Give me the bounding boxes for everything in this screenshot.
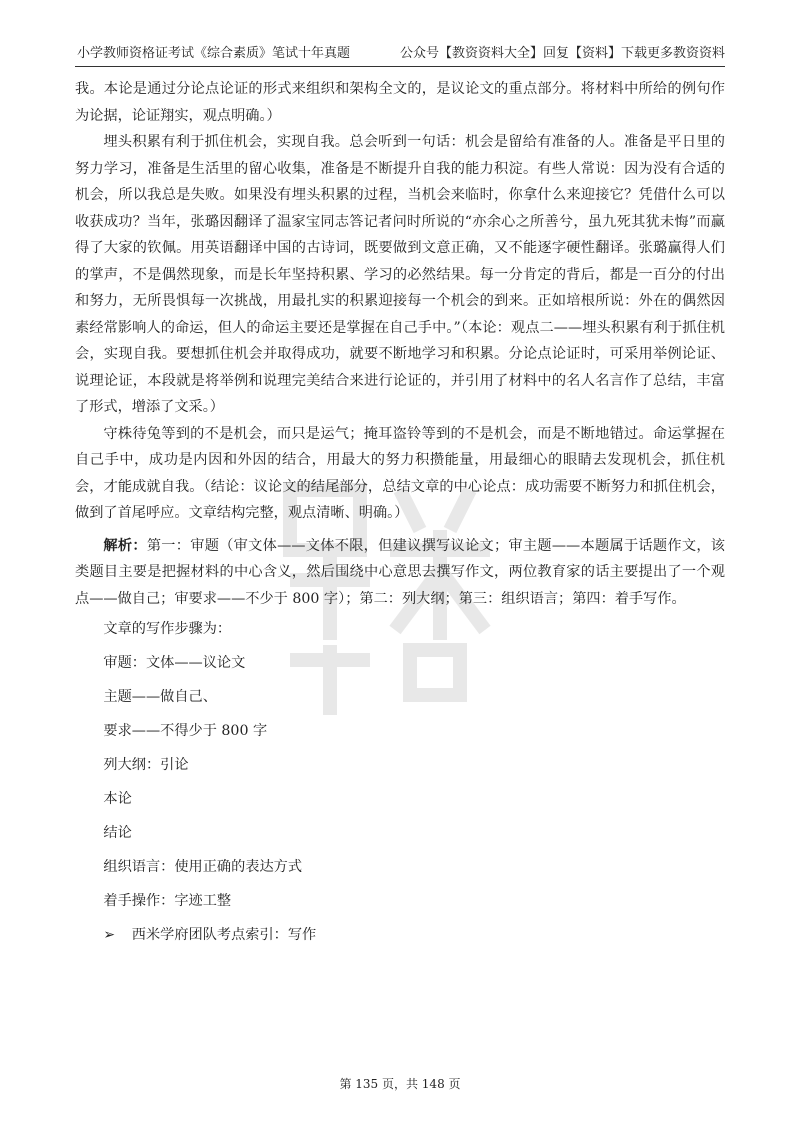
step-intro: 文章的写作步骤为： (103, 621, 232, 637)
document-body (75, 76, 725, 949)
analysis-label: 解析： (103, 537, 147, 554)
arrow-bullet-icon: ➢ (103, 927, 116, 943)
analysis-paragraph (75, 533, 725, 613)
paragraph-conclusion: 守株待兔等到的不是机会，而只是运气；掩耳盗铃等到的不是机会，而是不断地错过。命运掌握在自己手中，成功是内因和外因的结合，用最大的努力积攒能量，用最细心的眼睛去发现机会，抓住机会，才能成就自我。（结论：议论文的结尾部分，总结文章的中心论点：成功需要不断努力和抓住机会，做到了首尾呼应。文章结构完整，观点清晰、明确。） (75, 425, 725, 521)
page-number: 第 135 页，共 148 页 (339, 1077, 461, 1091)
index-text: 西米学府团队考点索引：写作 (131, 927, 317, 943)
header-title: 小学教师资格证考试《综合素质》笔试十年真题 (77, 46, 351, 61)
index-bullet (75, 922, 725, 949)
step-outline: 列大纲：引论 (103, 757, 189, 773)
analysis-text: 第一：审题（审文体——文体不限，但建议撰写议论文；审主题——本题属于话题作文，该类题目主要是把握材料的中心含义，然后围绕中心意思去撰写作文，两位教育家的话主要提出了一个观点——做自己；审要求——不少于 800 字）；第二：列大纲；第三：组织语言；第四：着手写作。 (75, 537, 725, 607)
writing-steps (75, 616, 725, 915)
page-header (75, 44, 725, 67)
header-promo: 公众号【教资资料大全】回复【资料】下载更多教资资料 (399, 46, 725, 61)
step-ending: 结论 (103, 825, 132, 841)
step-requirement: 要求——不得少于 800 字 (103, 723, 268, 739)
step-writing: 着手操作：字迹工整 (103, 893, 232, 909)
paragraph-argument-two: 埋头积累有利于抓住机会，实现自我。总会听到一句话：机会是留给有准备的人。准备是平日里的努力学习，准备是生活里的留心收集，准备是不断提升自我的能力积淀。有些人常说：因为没有合适的机会，所以我总是失败。如果没有埋头积累的过程，当机会来临时，你拿什么来迎接它？凭借什么可以收获成功？当年，张璐因翻译了温家宝同志答记者问时所说的“亦余心之所善兮，虽九死其犹未悔”而赢得了大家的钦佩。用英语翻译中国的古诗词，既要做到文意正确，又不能逐字硬性翻译。张璐赢得人们的掌声，不是偶然现象，而是长年坚持积累、学习的必然结果。每一分肯定的背后，都是一百分的付出和努力，无所畏惧每一次挑战，用最扎实的积累迎接每一个机会的到来。正如培根所说：外在的偶然因素经常影响人的命运，但人的命运主要还是掌握在自己手中。”（本论：观点二——埋头积累有利于抓住机会，实现自我。要想抓住机会并取得成功，就要不断地学习和积累。分论点论证时，可采用举例论证、说理论证，本段就是将举例和说理完美结合来进行论证的，并引用了材料中的名人名言作了总结，丰富了形式，增添了文采。） (75, 134, 725, 415)
step-genre: 审题：文体——议论文 (103, 655, 246, 671)
step-body: 本论 (103, 791, 132, 807)
paragraph-continuation: 我。本论是通过分论点论证的形式来组织和架构全文的，是议论文的重点部分。将材料中所给的例句作为论据，论证翔实，观点明确。） (75, 81, 725, 124)
step-language: 组织语言：使用正确的表达方式 (103, 859, 303, 875)
step-theme: 主题——做自己、 (103, 689, 217, 705)
